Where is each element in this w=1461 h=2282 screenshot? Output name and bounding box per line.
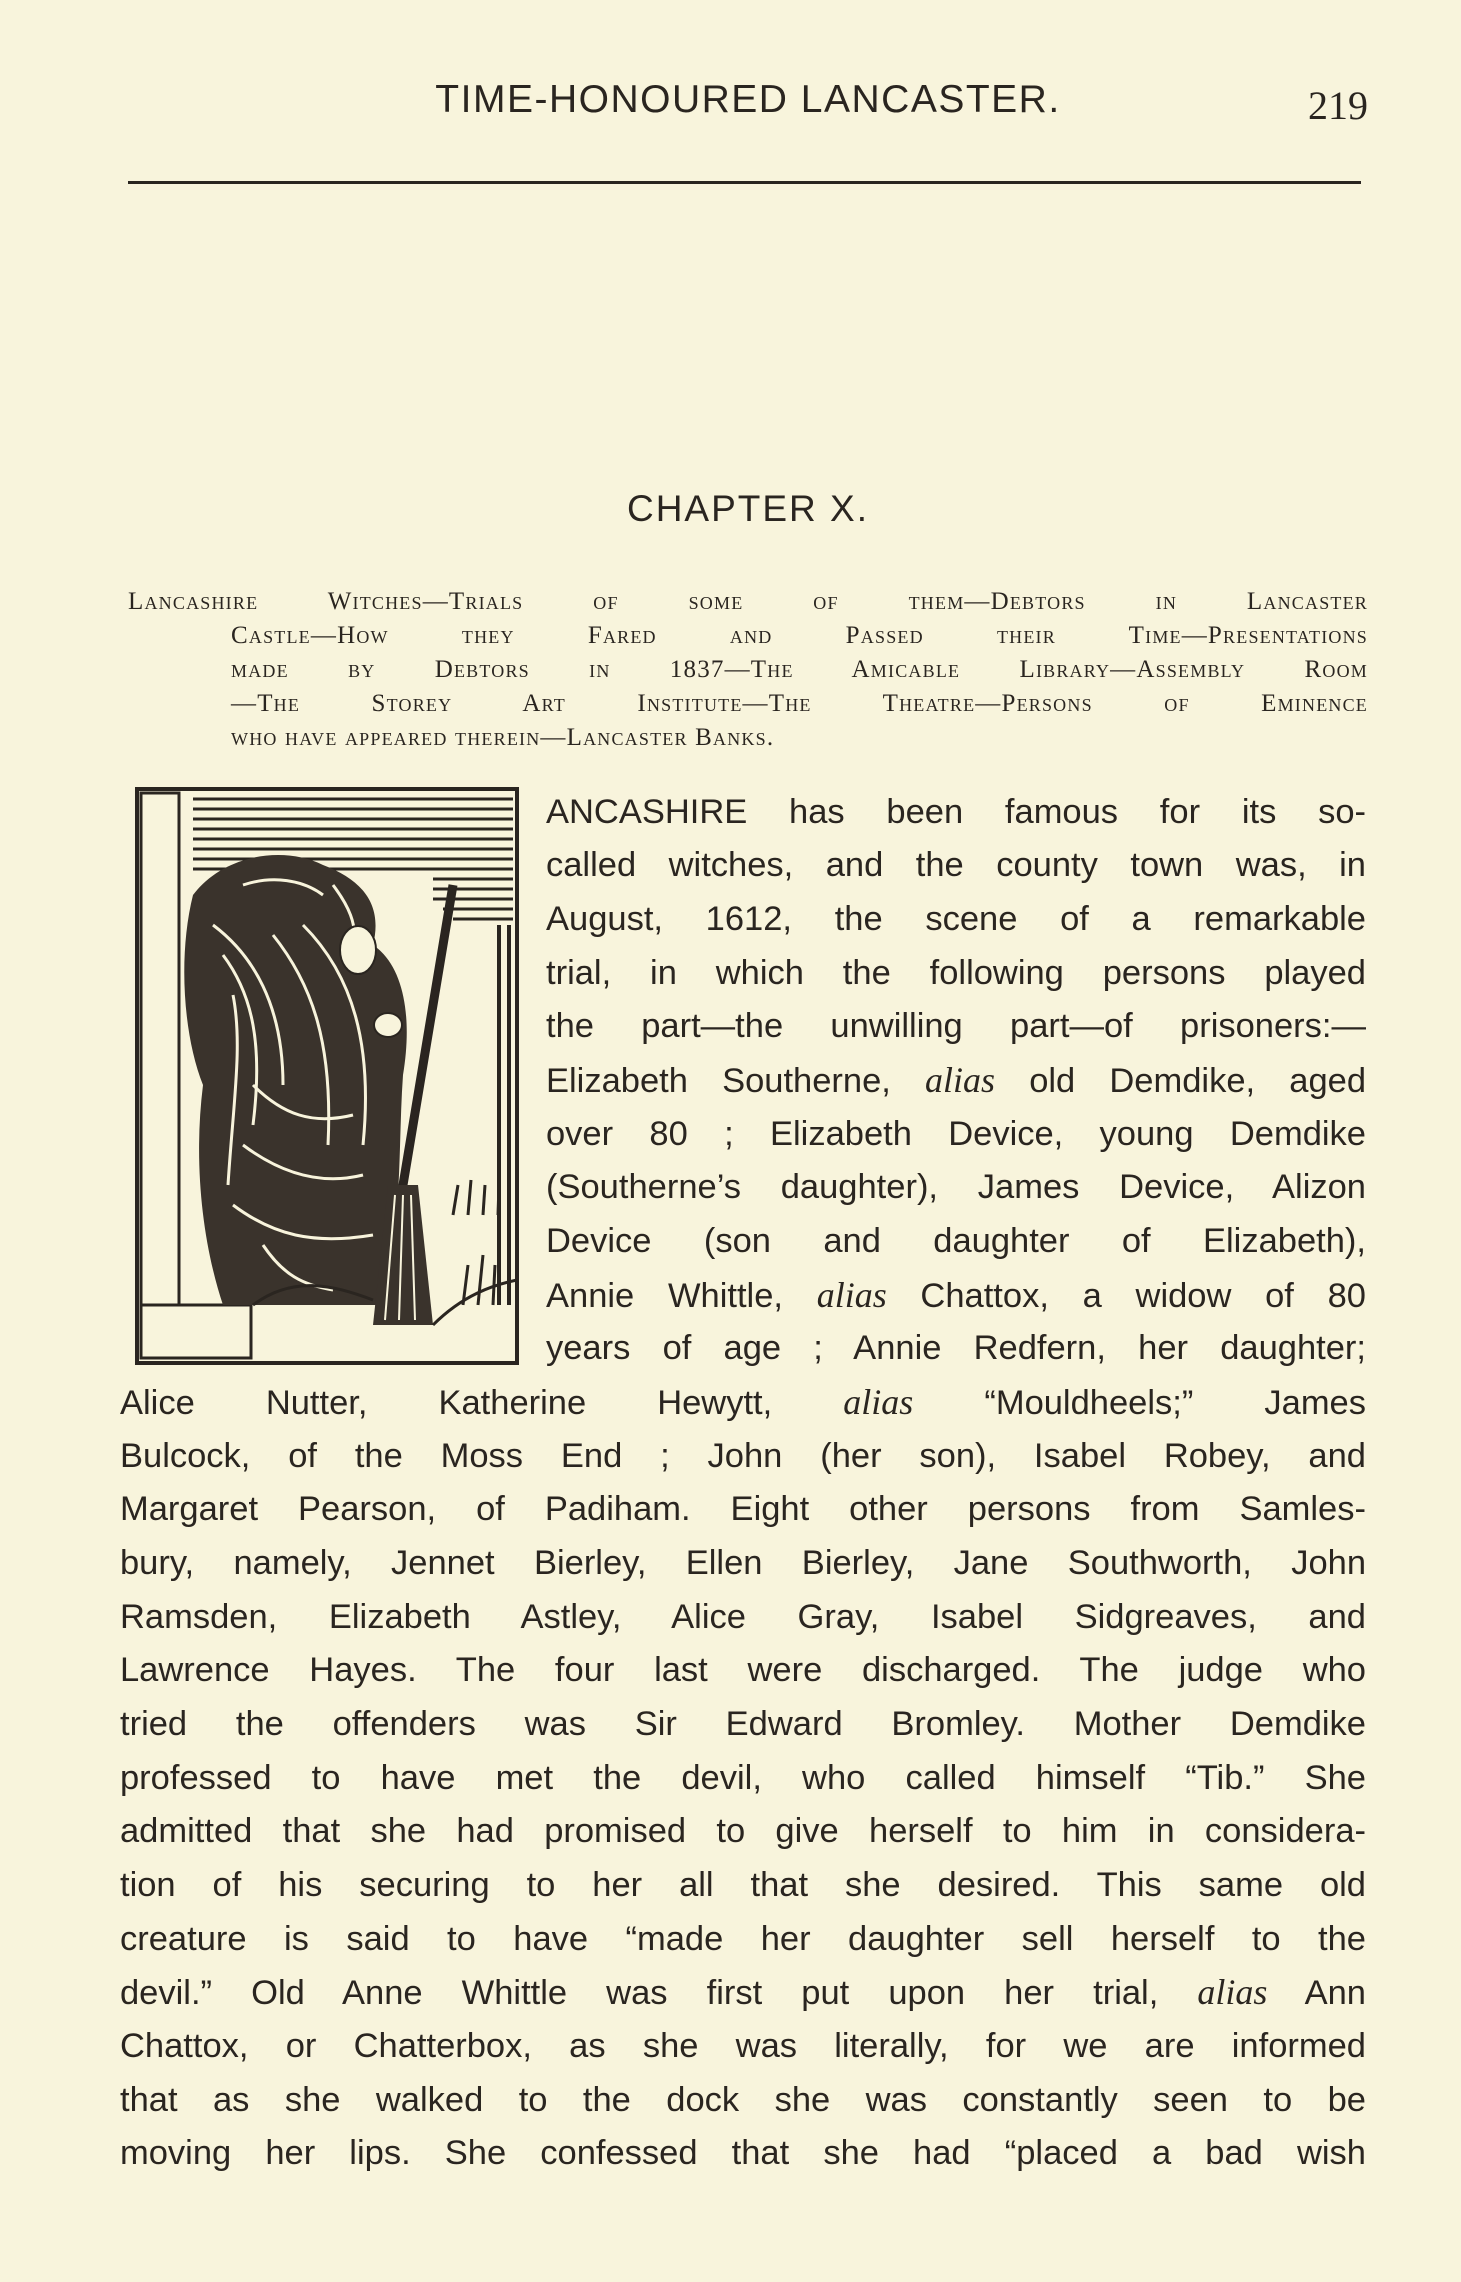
body-line: Bulcock, of the Moss End ; John (her son), Isabel Robey, and: [120, 1437, 1366, 1475]
body-line: Annie Whittle, alias Chattox, a widow of 80: [546, 1275, 1366, 1315]
body-line: Ramsden, Elizabeth Astley, Alice Gray, Isabel Sidgreaves, and: [120, 1598, 1366, 1636]
page-number: 219: [1308, 83, 1368, 128]
woodcut-dropcap-L-witch-with-broom-icon: [133, 785, 521, 1367]
body-line: the part—the unwilling part—of prisoners:—: [546, 1007, 1366, 1045]
body-line: ANCASHIRE has been famous for its so-: [546, 793, 1366, 831]
body-line: devil.” Old Anne Whittle was first put upon her trial, alias Ann: [120, 1972, 1366, 2012]
body-line: bury, namely, Jennet Bierley, Ellen Bierley, Jane Southworth, John: [120, 1544, 1366, 1582]
running-head: [128, 78, 1368, 138]
chapter-synopsis: [128, 585, 1368, 755]
body-line: tion of his securing to her all that she desired. This same old: [120, 1866, 1366, 1904]
body-line: creature is said to have “made her daughter sell herself to the: [120, 1920, 1366, 1958]
italic-term: alias: [816, 1275, 887, 1315]
body-line: Alice Nutter, Katherine Hewytt, alias “Mouldheels;” James: [120, 1382, 1366, 1422]
body-line: Elizabeth Southerne, alias old Demdike, aged: [546, 1060, 1367, 1100]
body-line: admitted that she had promised to give herself to him in considera-: [120, 1812, 1366, 1850]
chapter-title: CHAPTER X.: [626, 488, 870, 529]
body-line: August, 1612, the scene of a remarkable: [546, 900, 1366, 938]
body-line: (Southerne’s daughter), James Device, Alizon: [546, 1168, 1366, 1206]
body-line: over 80 ; Elizabeth Device, young Demdike: [546, 1115, 1366, 1153]
synopsis-line: Castle—How they Fared and Passed their Time—Presentations: [231, 622, 1368, 649]
synopsis-line: —The Storey Art Institute—The Theatre—Persons of Eminence: [231, 690, 1368, 717]
body-line: moving her lips. She confessed that she had “placed a bad wish: [120, 2134, 1366, 2172]
italic-term: alias: [1197, 1972, 1268, 2012]
synopsis-line: who have appeared therein—Lancaster Banks.: [231, 724, 775, 751]
synopsis-line: Lancashire Witches—Trials of some of them—Debtors in Lancaster: [128, 588, 1368, 615]
body-line: Chattox, or Chatterbox, as she was literally, for we are informed: [120, 2027, 1366, 2065]
body-line: called witches, and the county town was, in: [546, 846, 1366, 884]
header-rule: [128, 181, 1361, 184]
body-line: that as she walked to the dock she was constantly seen to be: [120, 2081, 1366, 2119]
body-line: Margaret Pearson, of Padiham. Eight other persons from Samles-: [120, 1490, 1366, 1528]
synopsis-line: made by Debtors in 1837—The Amicable Library—Assembly Room: [231, 656, 1368, 683]
italic-term: alias: [925, 1060, 996, 1100]
italic-term: alias: [843, 1382, 914, 1422]
running-title: TIME-HONOURED LANCASTER.: [435, 78, 1061, 121]
body-line: Device (son and daughter of Elizabeth),: [546, 1222, 1366, 1260]
body-line: tried the offenders was Sir Edward Bromley. Mother Demdike: [120, 1705, 1366, 1743]
body-line: Lawrence Hayes. The four last were discharged. The judge who: [120, 1651, 1366, 1689]
body-line: trial, in which the following persons played: [546, 954, 1366, 992]
body-line: professed to have met the devil, who called himself “Tib.” She: [120, 1759, 1366, 1797]
body-line: years of age ; Annie Redfern, her daughter;: [546, 1329, 1366, 1367]
